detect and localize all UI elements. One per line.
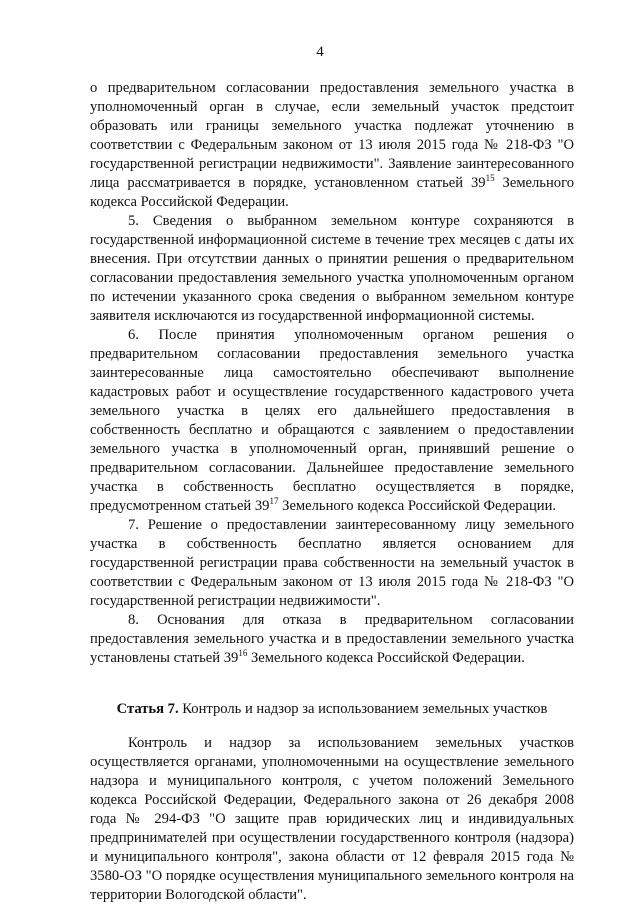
paragraph-article-7: Контроль и надзор за использованием земельных участков осуществляется органами, уполномоченными на осуществление земельного надзора и муниципального контроля, с учетом положений Земельного кодекса Российской Федерации, Федерального закона от 26 декабря 2008 года № 294-ФЗ "О защите прав юридических лиц и индивидуальных предпринимателей при осуществлении государственного контроля (надзора) и муниципального контроля", закона области от 12 февраля 2015 года № 3580-ОЗ "О порядке осуществления муниципального земельного контроля на территории Вологодской области". xyxy=(90,735,574,903)
text-run: 7. Решение о предоставлении заинтересованному лицу земельного участка в собственность бесплатно является основанием для государственной регистрации права собственности на земельный участок в соответствии с Федеральным законом от 13 июля 2015 года № 218-ФЗ "О государственной регистрации недвижимости". xyxy=(90,517,574,609)
text-run: о предварительном согласовании предоставления земельного участка в уполномоченный орган в случае, если земельный участок предстоит образовать или границы земельного участка подлежат уточнению в соответствии с Федеральным законом от 13 июля 2015 года № 218-ФЗ "О государственной регистрации недвижимости". Заявление заинтересованного лица рассматривается в порядке, установленном статьей 39 xyxy=(90,80,574,191)
paragraph-item-7 xyxy=(90,516,574,611)
text-run: 8. Основания для отказа в предварительном согласовании предоставления земельного участка и в предоставлении земельного участка установлены статьей 39 xyxy=(90,612,574,666)
superscript: 17 xyxy=(269,496,279,506)
superscript: 15 xyxy=(485,173,495,183)
paragraph-item-8 xyxy=(90,611,574,668)
paragraph-item-6 xyxy=(90,326,574,516)
article-heading xyxy=(90,700,574,719)
document-body xyxy=(90,79,574,905)
paragraph-item-5 xyxy=(90,212,574,326)
page-number: 4 xyxy=(316,44,324,60)
article-title: Контроль и надзор за использованием земельных участков xyxy=(178,701,548,717)
text-run: 5. Сведения о выбранном земельном контуре сохраняются в государственной информационной системе в течение трех месяцев с даты их внесения. При отсутствии данных о принятии решения о предварительном согласовании предоставления земельного участка уполномоченным органом по истечении указанного срока сведения о выбранном земельном контуре заявителя исключаются из государственной информационной системы. xyxy=(90,213,574,324)
article-number: Статья 7. xyxy=(116,701,179,717)
superscript: 16 xyxy=(238,648,248,658)
paragraph-continuation xyxy=(90,79,574,212)
text-run: Земельного кодекса Российской Федерации. xyxy=(90,175,574,210)
text-run: 6. После принятия уполномоченным органом решения о предварительном согласовании предоставления земельного участка заинтересованные лица самостоятельно обеспечивают выполнение кадастровых работ и осуществление государственного кадастрового учета земельного участка в целях его дальнейшего предоставления в собственность бесплатно и обращаются с заявлением о предоставлении земельного участка в уполномоченный орган, принявший решение о предварительном согласовании. Дальнейшее предоставление земельного участка в собственность бесплатно осуществляется в порядке, предусмотренном статьей 39 xyxy=(90,327,574,514)
text-run: Земельного кодекса Российской Федерации. xyxy=(247,650,525,666)
text-run: Земельного кодекса Российской Федерации. xyxy=(278,498,557,514)
